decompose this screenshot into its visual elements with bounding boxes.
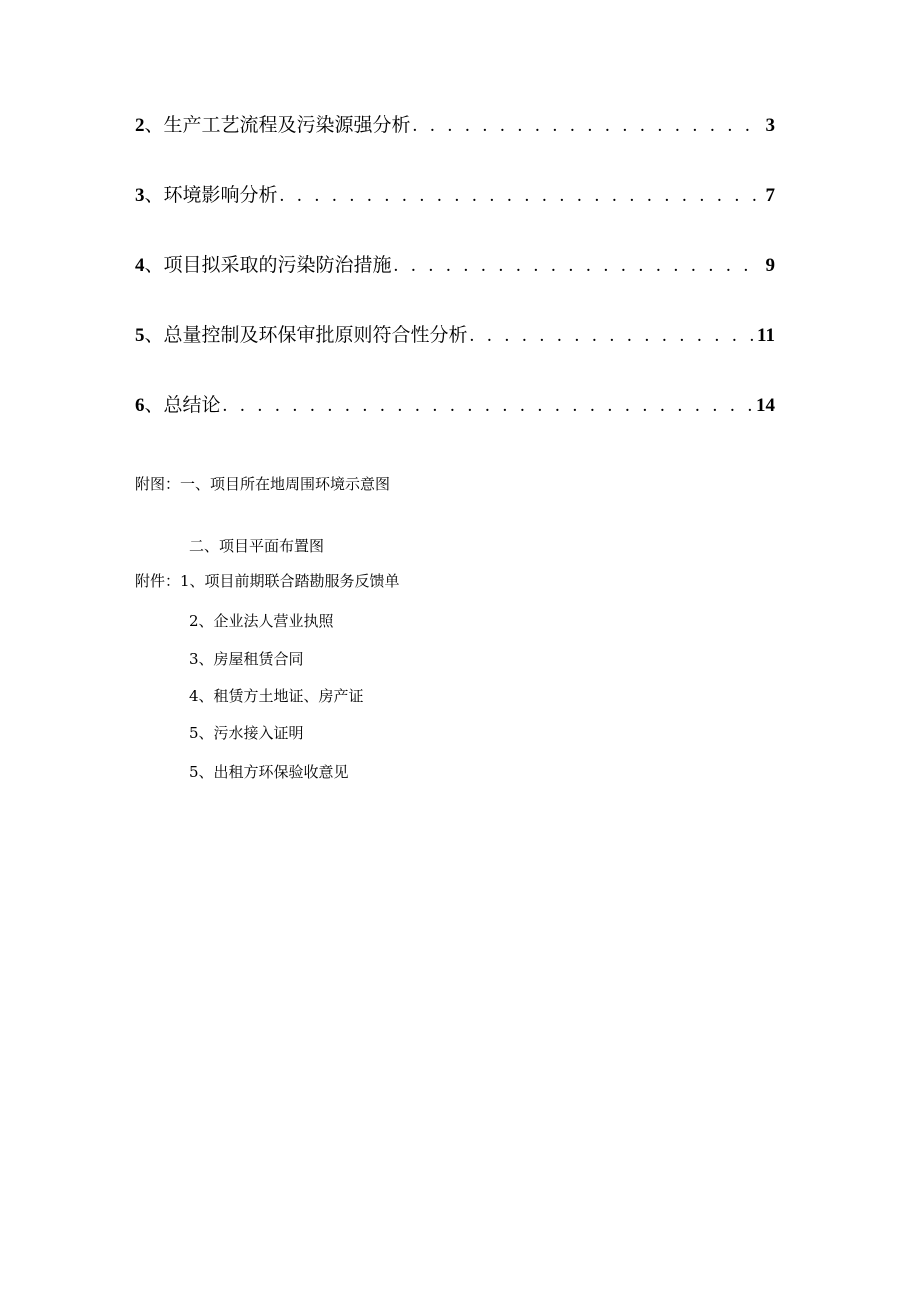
toc-entry-number: 5	[135, 325, 145, 346]
figures-line-1	[135, 473, 390, 494]
toc-entry-separator: 、	[144, 254, 164, 276]
toc-entry-title: 总量控制及环保审批原则符合性分析	[163, 324, 468, 346]
attachments-line-1	[135, 570, 400, 591]
toc-entry-number: 2	[135, 115, 145, 136]
toc-entry-separator: 、	[144, 114, 164, 136]
attachment-item: 1、项目前期联合踏勘服务反馈单	[180, 572, 400, 590]
toc-entry-number: 3	[135, 185, 145, 206]
toc-entry-title: 生产工艺流程及污染源强分析	[163, 114, 411, 136]
toc-entry-number: 4	[135, 255, 145, 276]
attachment-item: 3、房屋租赁合同	[189, 650, 304, 668]
toc-dot-leader	[470, 325, 754, 347]
attachment-item: 4、租赁方土地证、房产证	[189, 687, 364, 705]
toc-entry-title: 总结论	[163, 394, 221, 416]
toc-entry[interactable]	[135, 180, 775, 250]
table-of-contents	[135, 110, 775, 460]
figures-label: 附图：	[135, 475, 181, 493]
toc-entry-separator: 、	[144, 394, 164, 416]
toc-entry-title: 环境影响分析	[163, 184, 278, 206]
attachments-label: 附件：	[135, 572, 181, 590]
toc-entry[interactable]	[135, 250, 775, 320]
toc-entry-page: 3	[765, 115, 775, 136]
toc-entry-title: 项目拟采取的污染防治措施	[163, 254, 392, 276]
attachment-item: 2、企业法人营业执照	[189, 612, 334, 630]
attachment-item: 5、出租方环保验收意见	[189, 763, 349, 781]
toc-entry[interactable]	[135, 110, 775, 180]
toc-entry[interactable]	[135, 320, 775, 390]
attachment-item: 5、污水接入证明	[189, 724, 304, 742]
toc-entry-number: 6	[135, 395, 145, 416]
figure-item: 二、项目平面布置图	[189, 537, 325, 555]
toc-entry[interactable]	[135, 390, 775, 460]
toc-dot-leader	[280, 185, 762, 207]
toc-entry-separator: 、	[144, 324, 164, 346]
toc-dot-leader	[394, 255, 762, 277]
figure-item: 一、项目所在地周围环境示意图	[180, 475, 391, 493]
toc-dot-leader	[413, 115, 762, 137]
toc-dot-leader	[223, 395, 752, 417]
toc-entry-separator: 、	[144, 184, 164, 206]
toc-entry-page: 11	[757, 325, 775, 346]
toc-entry-page: 7	[765, 185, 775, 206]
toc-entry-page: 14	[756, 395, 775, 416]
toc-entry-page: 9	[765, 255, 775, 276]
